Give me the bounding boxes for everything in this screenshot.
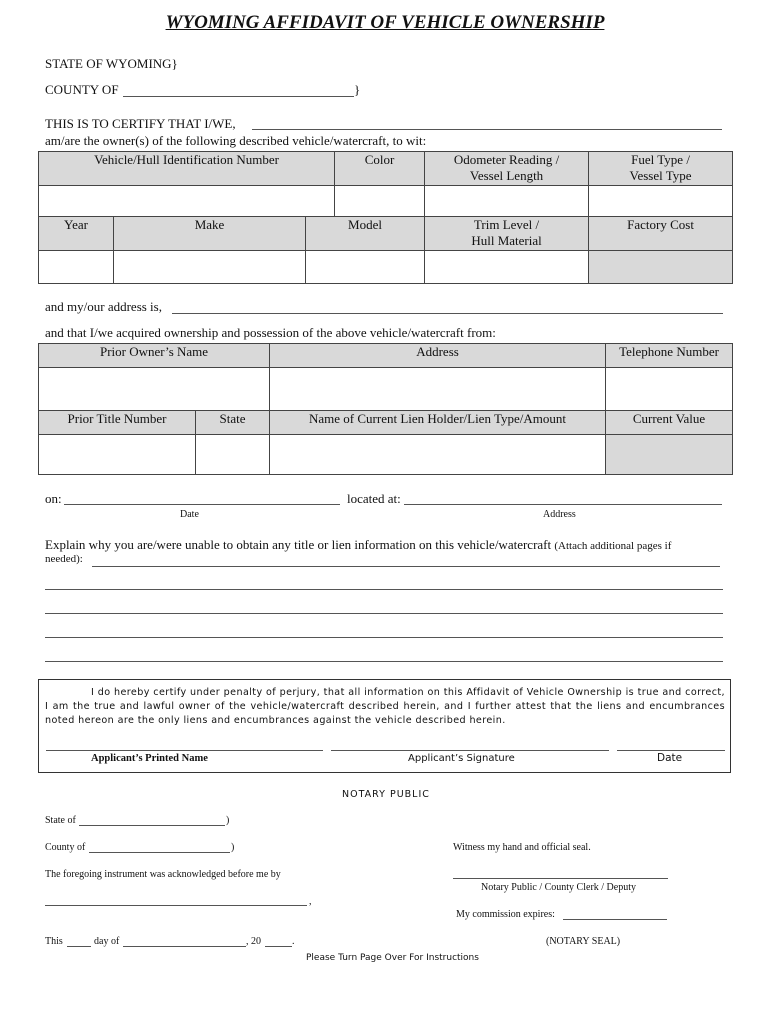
prior-owner-table xyxy=(38,343,733,475)
state-line: STATE OF WYOMING} xyxy=(45,56,178,71)
date-field[interactable] xyxy=(64,504,340,505)
acquired-statement: and that I/we acquired ownership and possession of the above vehicle/watercraft from: xyxy=(45,325,496,340)
explain-note: (Attach additional pages if xyxy=(554,540,672,552)
fuel-type-cell[interactable] xyxy=(589,186,733,217)
located-label: located at: xyxy=(347,491,401,506)
certification-text: I do hereby certify under penalty of perjury, that all information on this Affidavit of Vehicle Ownership is true and correct, I am the true and lawful owner of the vehicle/watercraft described herein, and I further attest that the liens and encumbrances noted hereon are the only liens and encumbrances against the vehicle described herein. xyxy=(45,687,725,726)
printed-name-field[interactable] xyxy=(46,750,323,751)
witness-text: Witness my hand and official seal. xyxy=(453,842,591,853)
explain-line-3[interactable] xyxy=(45,613,723,614)
explain-line-5[interactable] xyxy=(45,661,723,662)
address-label: and my/our address is, xyxy=(45,299,162,314)
address-caption: Address xyxy=(543,509,576,520)
day-of-label: day of xyxy=(94,936,120,947)
owner-statement: am/are the owner(s) of the following described vehicle/watercraft, to wit: xyxy=(45,133,427,148)
acknowledged-comma: , xyxy=(309,896,312,907)
date-caption: Date xyxy=(180,509,199,520)
model-header: Model xyxy=(306,217,425,251)
odometer-cell[interactable] xyxy=(425,186,589,217)
notary-state-paren: ) xyxy=(226,815,230,826)
year-header: Year xyxy=(39,217,114,251)
commission-field[interactable] xyxy=(563,919,667,920)
notary-heading: NOTARY PUBLIC xyxy=(342,789,430,800)
explain-needed: needed): xyxy=(45,553,83,565)
county-field[interactable] xyxy=(123,96,354,97)
prior-address-cell[interactable] xyxy=(270,368,606,411)
prior-title-header: Prior Title Number xyxy=(39,411,196,435)
month-field[interactable] xyxy=(123,946,246,947)
factory-cost-cell xyxy=(589,251,733,284)
prior-owner-header: Prior Owner’s Name xyxy=(39,344,270,368)
make-header: Make xyxy=(114,217,306,251)
vin-cell[interactable] xyxy=(39,186,335,217)
color-header: Color xyxy=(335,152,425,186)
state-cell[interactable] xyxy=(196,435,270,475)
prior-address-header: Address xyxy=(270,344,606,368)
signature-field[interactable] xyxy=(331,750,609,751)
current-value-cell xyxy=(606,435,733,475)
certification-box xyxy=(38,679,731,773)
prior-owner-cell[interactable] xyxy=(39,368,270,411)
day-field[interactable] xyxy=(67,946,91,947)
explain-line-1[interactable] xyxy=(92,566,720,567)
lien-holder-cell[interactable] xyxy=(270,435,606,475)
notary-county-paren: ) xyxy=(231,842,235,853)
notary-state-field[interactable] xyxy=(79,825,225,826)
owner-name-field[interactable] xyxy=(252,129,722,130)
owner-address-field[interactable] xyxy=(172,313,723,314)
year-field[interactable] xyxy=(265,946,292,947)
this-label: This xyxy=(45,936,63,947)
notary-county-field[interactable] xyxy=(89,852,230,853)
foregoing-text: The foregoing instrument was acknowledged before me by xyxy=(45,869,281,880)
telephone-header: Telephone Number xyxy=(606,344,733,368)
lien-holder-header: Name of Current Lien Holder/Lien Type/Amount xyxy=(270,411,606,435)
date-label: Date xyxy=(657,752,683,764)
current-value-header: Current Value xyxy=(606,411,733,435)
vin-header: Vehicle/Hull Identification Number xyxy=(39,152,335,186)
model-cell[interactable] xyxy=(306,251,425,284)
notary-signature-field[interactable] xyxy=(453,878,668,879)
form-title: WYOMING AFFIDAVIT OF VEHICLE OWNERSHIP xyxy=(165,12,605,33)
factory-cost-header: Factory Cost xyxy=(589,217,733,251)
notary-state-label: State of xyxy=(45,815,76,826)
printed-name-label: Applicant’s Printed Name xyxy=(91,753,208,764)
footer-note: Please Turn Page Over For Instructions xyxy=(306,953,479,963)
commission-label: My commission expires: xyxy=(456,909,555,920)
notary-title: Notary Public / County Clerk / Deputy xyxy=(481,882,636,893)
year-cell[interactable] xyxy=(39,251,114,284)
county-label: COUNTY OF xyxy=(45,82,119,97)
fuel-type-header: Fuel Type / Vessel Type xyxy=(589,152,733,186)
make-cell[interactable] xyxy=(114,251,306,284)
year-prefix: , 20 xyxy=(246,936,261,947)
explain-line-2[interactable] xyxy=(45,589,723,590)
explain-text: Explain why you are/were unable to obtain any title or lien information on this vehicle/watercraft xyxy=(45,537,552,552)
explain-line-4[interactable] xyxy=(45,637,723,638)
prior-title-cell[interactable] xyxy=(39,435,196,475)
telephone-cell[interactable] xyxy=(606,368,733,411)
explain-prompt xyxy=(45,537,671,553)
notary-seal-label: (NOTARY SEAL) xyxy=(546,936,621,947)
sign-date-field[interactable] xyxy=(617,750,725,751)
certify-label: THIS IS TO CERTIFY THAT I/WE, xyxy=(45,116,236,131)
on-label: on: xyxy=(45,491,62,506)
located-address-field[interactable] xyxy=(404,504,722,505)
vehicle-table xyxy=(38,151,733,284)
signature-label: Applicant’s Signature xyxy=(408,753,515,764)
color-cell[interactable] xyxy=(335,186,425,217)
acknowledged-by-field[interactable] xyxy=(45,905,307,906)
odometer-header: Odometer Reading / Vessel Length xyxy=(425,152,589,186)
trim-header: Trim Level / Hull Material xyxy=(425,217,589,251)
county-brace: } xyxy=(354,82,361,97)
trim-cell[interactable] xyxy=(425,251,589,284)
state-header: State xyxy=(196,411,270,435)
notary-county-label: County of xyxy=(45,842,86,853)
year-period: . xyxy=(292,936,295,947)
